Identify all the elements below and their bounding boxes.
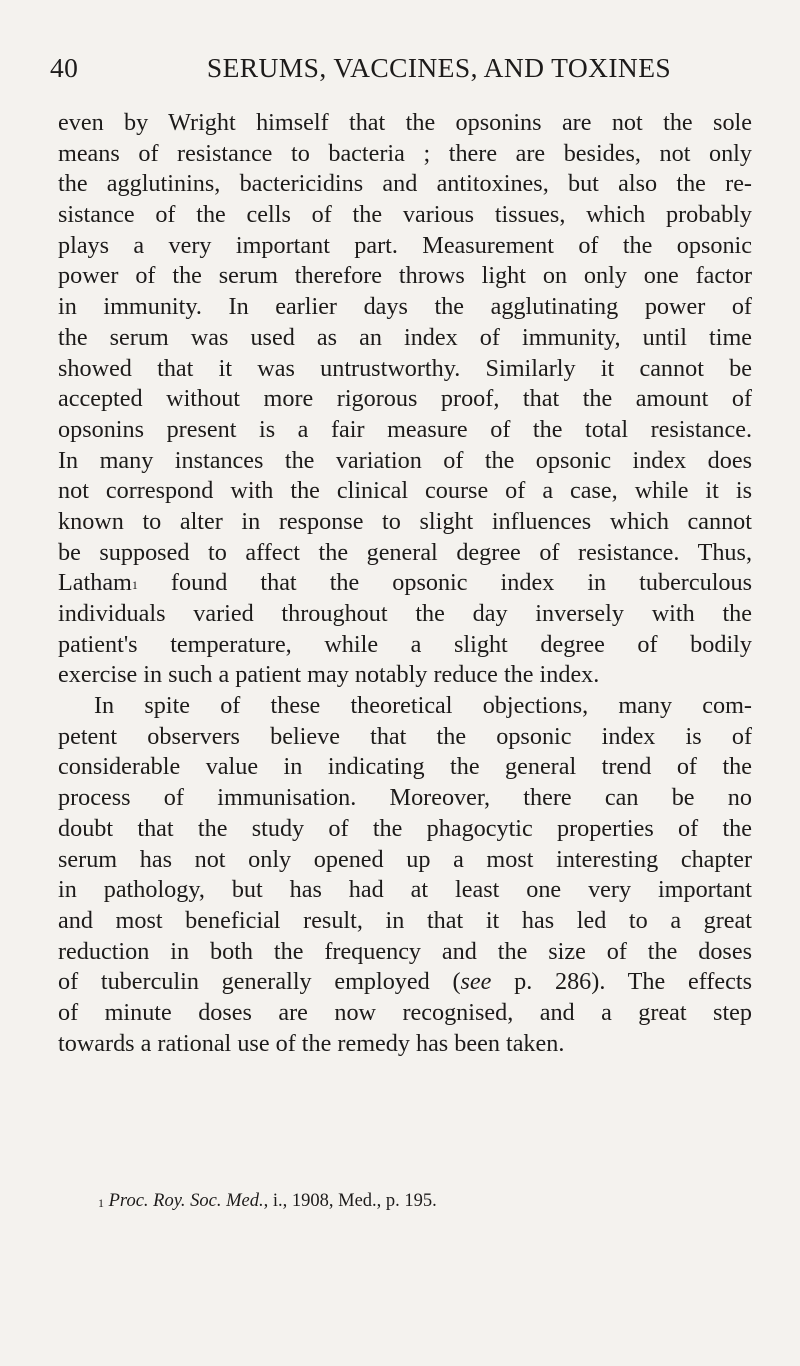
running-title: SERUMS, VACCINES, AND TOXINES: [206, 52, 672, 83]
running-head: [50, 48, 758, 88]
text-line: means of resistance to bacteria ; there are besides, not only: [58, 139, 752, 167]
text-line-with-footnote-ref: [58, 568, 752, 599]
author-name: Latham: [58, 569, 132, 597]
text-segment: found that the opsonic index in tuberculous: [170, 569, 752, 597]
text-line: showed that it was untrustworthy. Similarly it cannot be: [58, 354, 752, 382]
text-line: considerable value in indicating the general trend of the: [58, 753, 752, 781]
page-number: 40: [50, 52, 79, 83]
text-line: plays a very important part. Measurement of the opsonic: [58, 231, 752, 259]
text-line: known to alter in response to slight influences which cannot: [58, 507, 752, 535]
text-line: in immunity. In earlier days the agglutinating power of: [58, 293, 752, 321]
body-text: [58, 108, 752, 1059]
text-line: even by Wright himself that the opsonins are not the sole: [58, 109, 752, 136]
text-line: serum has not only opened up a most interesting chapter: [58, 845, 752, 873]
footnote-citation: , i., 1908, Med., p. 195.: [263, 1191, 437, 1211]
text-line: opsonins present is a fair measure of the total resistance.: [58, 415, 752, 443]
text-line: in pathology, but has had at least one very important: [58, 876, 752, 904]
text-segment: p. 286). The effects: [491, 968, 752, 996]
text-line: In many instances the variation of the opsonic index does: [58, 446, 752, 474]
footnote-ref: 1: [131, 578, 138, 593]
text-segment: of tuberculin generally employed (: [58, 968, 461, 996]
text-line: process of immunisation. Moreover, there can be no: [58, 784, 752, 812]
text-line-with-italic: [58, 967, 752, 998]
paragraph-start-line: In spite of these theoretical objections, many com-: [94, 692, 752, 720]
text-line: doubt that the study of the phagocytic properties of the: [58, 814, 752, 842]
footnote: [98, 1188, 758, 1214]
text-line: be supposed to affect the general degree of resistance. Thus,: [58, 538, 752, 566]
text-line: reduction in both the frequency and the size of the doses: [58, 937, 752, 965]
text-line: accepted without more rigorous proof, that the amount of: [58, 385, 752, 413]
text-line: sistance of the cells of the various tissues, which probably: [58, 201, 752, 229]
text-line: power of the serum therefore throws light on only one factor: [58, 262, 752, 290]
text-line: the agglutinins, bactericidins and antitoxines, but also the re-: [58, 170, 752, 198]
text-line: towards a rational use of the remedy has been taken.: [58, 1029, 565, 1057]
italic-see: see: [460, 968, 492, 996]
footnote-marker: 1: [98, 1196, 104, 1210]
text-line: individuals varied throughout the day inversely with the: [58, 600, 752, 627]
text-line: petent observers believe that the opsonic index is of: [58, 722, 752, 750]
text-line: of minute doses are now recognised, and a great step: [58, 998, 752, 1026]
text-line: not correspond with the clinical course of a case, while it is: [58, 477, 752, 505]
text-line: and most beneficial result, in that it has led to a great: [58, 906, 752, 934]
text-line: exercise in such a patient may notably reduce the index.: [58, 661, 600, 689]
footnote-journal: Proc. Roy. Soc. Med.: [108, 1191, 264, 1211]
text-line: patient's temperature, while a slight degree of bodily: [58, 630, 752, 658]
text-line: the serum was used as an index of immunity, until time: [58, 323, 752, 351]
